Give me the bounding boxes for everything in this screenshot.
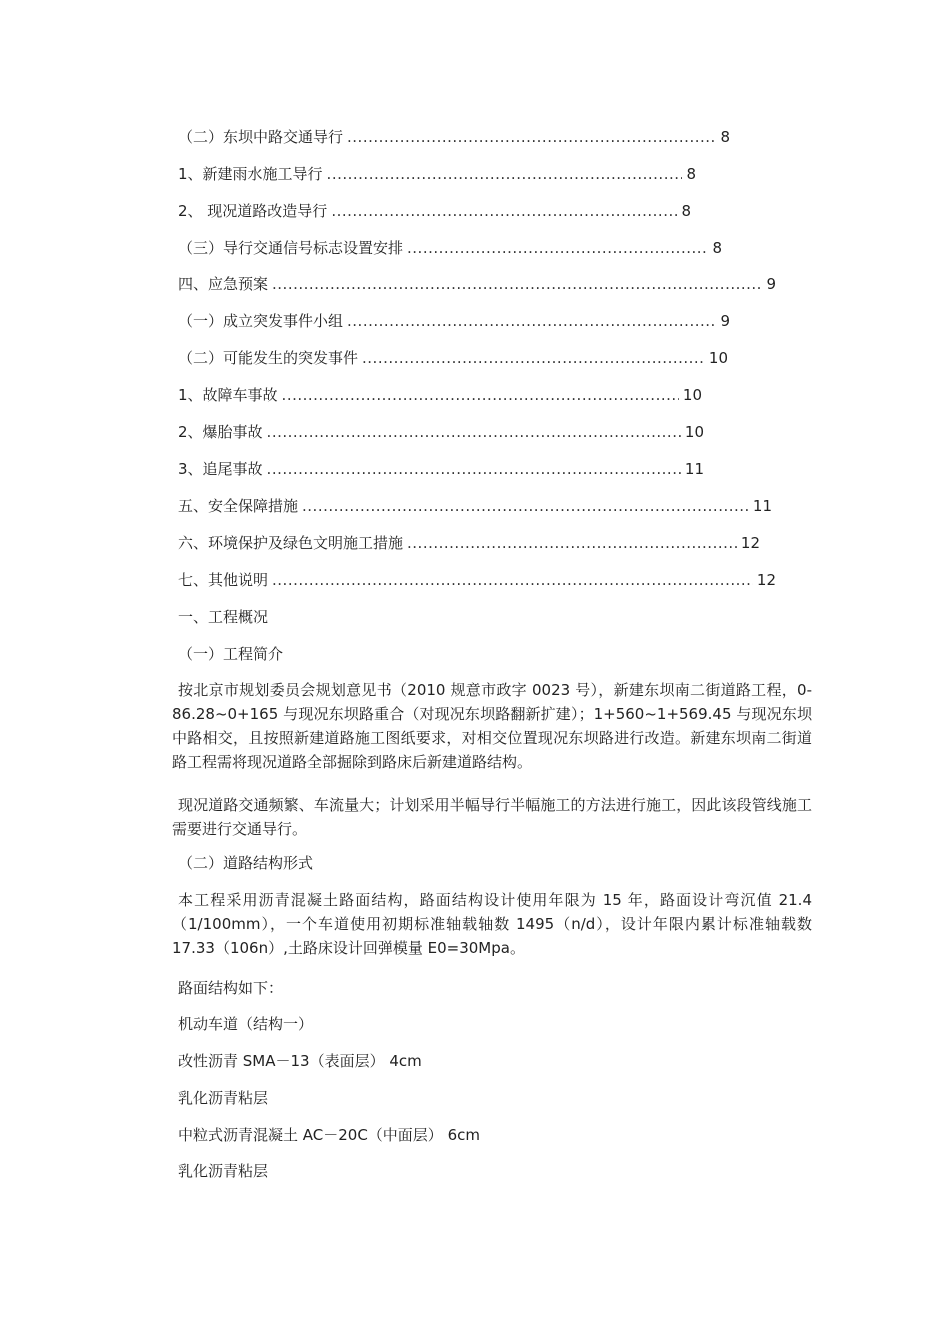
toc-entry[interactable] [178, 163, 696, 185]
toc-title: 四、应急预案 [178, 275, 269, 293]
toc-page: 11 [752, 497, 772, 515]
paragraph: 本工程采用沥青混凝土路面结构，路面结构设计使用年限为 15 年，路面设计弯沉值 21.4（1/100mm），一个车道使用初期标准轴载轴数 1495（n/d），设计年限内累计标准轴载数 17.33（106n）,土路床设计回弹模量 E0=30Mpa。 [172, 891, 812, 957]
toc-page: 8 [712, 239, 722, 257]
toc-page: 9 [766, 275, 776, 293]
toc-entry[interactable] [178, 569, 776, 591]
toc-title: 3、追尾事故 [178, 460, 263, 478]
toc-entry[interactable] [178, 495, 772, 517]
toc-page: 12 [756, 571, 776, 589]
toc-title: 2、 现况道路改造导行 [178, 202, 328, 220]
toc-entry[interactable] [178, 273, 776, 295]
text-line: 路面结构如下： [178, 979, 284, 997]
toc-leader [362, 347, 705, 369]
toc-entry[interactable] [178, 310, 730, 332]
toc-title: （三）导行交通信号标志设置安排 [178, 239, 404, 257]
toc-title: 五、安全保障措施 [178, 497, 299, 515]
toc-leader [282, 384, 679, 406]
toc-leader [272, 273, 762, 295]
toc-page: 10 [684, 423, 704, 441]
paragraph: 按北京市规划委员会规划意见书（2010 规意市政字 0023 号），新建东坝南二街道路工程，0-86.28~0+165 与现况东坝路重合（对现况东坝路翻新扩建）；1+560~1+569.45 与现况东坝中路相交，且按照新建道路施工图纸要求，对相交位置现况东坝路进行改造。新建东坝南二街道路工程需将现况道路全部掘除到路床后新建道路结构。 [172, 681, 812, 771]
toc-leader [407, 532, 737, 554]
toc-page: 8 [681, 202, 691, 220]
text-line: 机动车道（结构一） [178, 1015, 314, 1033]
section-heading: 一、工程概况 [178, 608, 269, 626]
toc-leader [331, 200, 677, 222]
toc-page: 12 [740, 534, 760, 552]
toc-page: 10 [682, 386, 702, 404]
toc-title: （二）可能发生的突发事件 [178, 349, 359, 367]
toc-leader [267, 458, 681, 480]
toc-title: 2、爆胎事故 [178, 423, 263, 441]
text-line: 乳化沥青粘层 [178, 1089, 269, 1107]
toc-page: 9 [720, 312, 730, 330]
toc-leader [267, 421, 681, 443]
toc-page: 10 [708, 349, 728, 367]
toc-entry[interactable] [178, 347, 728, 369]
toc-entry[interactable] [178, 237, 722, 259]
text-line: 中粒式沥青混凝土 AC－20C（中面层） 6cm [178, 1126, 480, 1144]
toc-entry[interactable] [178, 200, 691, 222]
toc-leader [302, 495, 749, 517]
toc-leader [347, 126, 716, 148]
toc-leader [272, 569, 753, 591]
toc-entry[interactable] [178, 126, 730, 148]
paragraph: 现况道路交通频繁、车流量大；计划采用半幅导行半幅施工的方法进行施工，因此该段管线施工需要进行交通导行。 [172, 796, 812, 838]
toc-leader [347, 310, 716, 332]
toc-leader [327, 163, 683, 185]
toc-title: （二）东坝中路交通导行 [178, 128, 344, 146]
toc-entry[interactable] [178, 532, 760, 554]
subsection-heading: （二）道路结构形式 [178, 854, 314, 872]
toc-title: 七、其他说明 [178, 571, 269, 589]
text-line: 乳化沥青粘层 [178, 1162, 269, 1180]
toc-page: 8 [686, 165, 696, 183]
toc-page: 11 [684, 460, 704, 478]
toc-title: 1、故障车事故 [178, 386, 278, 404]
toc-title: 六、环境保护及绿色文明施工措施 [178, 534, 404, 552]
toc-title: 1、新建雨水施工导行 [178, 165, 323, 183]
toc-leader [407, 237, 708, 259]
toc-entry[interactable] [178, 384, 702, 406]
toc-title: （一）成立突发事件小组 [178, 312, 344, 330]
subsection-heading: （一）工程简介 [178, 645, 284, 663]
text-line: 改性沥青 SMA－13（表面层） 4cm [178, 1052, 422, 1070]
toc-entry[interactable] [178, 421, 704, 443]
toc-entry[interactable] [178, 458, 704, 480]
toc-page: 8 [720, 128, 730, 146]
